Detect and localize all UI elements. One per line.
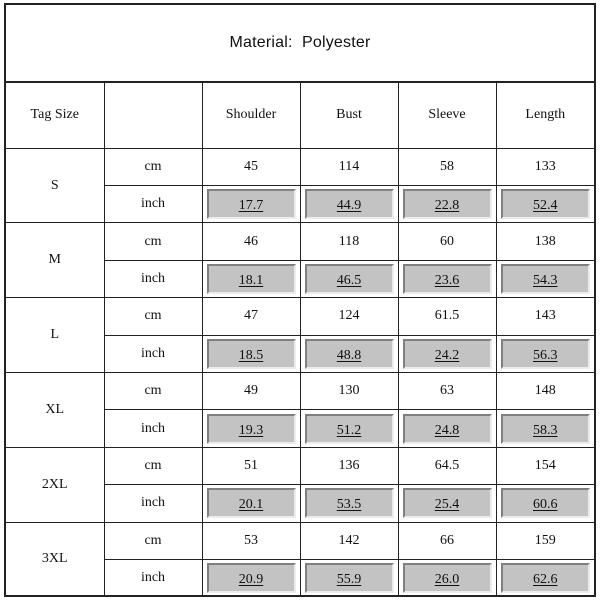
inch-value: 18.1 (238, 273, 264, 289)
header-unit (104, 83, 202, 148)
shaded-value-box (403, 189, 492, 219)
size-label: 3XL (6, 522, 104, 596)
shaded-value-box (207, 189, 296, 219)
table-row-cm (6, 447, 594, 484)
inch-value-cell (398, 260, 496, 297)
inch-value-cell (300, 410, 398, 447)
inch-value-cell (202, 410, 300, 447)
shaded-value-box (403, 339, 492, 369)
inch-value-cell (300, 559, 398, 596)
inch-value: 62.6 (533, 572, 558, 588)
unit-inch-label: inch (104, 559, 202, 596)
size-table (6, 83, 594, 597)
table-row-cm (6, 298, 594, 335)
shaded-value-box (501, 339, 591, 369)
unit-inch-label: inch (104, 485, 202, 522)
inch-value: 60.6 (533, 497, 558, 513)
inch-value: 54.3 (533, 273, 558, 289)
inch-value: 51.2 (336, 422, 362, 438)
cm-value-cell: 159 (496, 522, 594, 559)
inch-value-cell (496, 485, 594, 522)
inch-value-cell (202, 335, 300, 372)
inch-value-cell (398, 559, 496, 596)
inch-value-cell (496, 335, 594, 372)
shaded-value-box (207, 563, 296, 593)
inch-value-cell (202, 186, 300, 223)
inch-value-cell (398, 335, 496, 372)
cm-value-cell: 133 (496, 148, 594, 185)
inch-value: 19.3 (238, 422, 264, 438)
size-label: XL (6, 373, 104, 448)
inch-value: 22.8 (434, 198, 460, 214)
inch-value-cell (300, 485, 398, 522)
header-tag-size: Tag Size (6, 83, 104, 148)
unit-cm-label: cm (104, 447, 202, 484)
size-label: L (6, 298, 104, 373)
shaded-value-box (305, 414, 394, 444)
cm-value-cell: 45 (202, 148, 300, 185)
table-row-cm (6, 373, 594, 410)
shaded-value-box (403, 264, 492, 294)
inch-value-cell (496, 186, 594, 223)
inch-value: 52.4 (533, 198, 558, 214)
cm-value-cell: 51 (202, 447, 300, 484)
shaded-value-box (305, 488, 394, 518)
inch-value: 44.9 (336, 198, 362, 214)
shaded-value-box (305, 339, 394, 369)
cm-value-cell: 60 (398, 223, 496, 260)
shaded-value-box (501, 189, 591, 219)
cm-value-cell: 142 (300, 522, 398, 559)
cm-value-cell: 143 (496, 298, 594, 335)
inch-value: 18.5 (238, 347, 264, 363)
unit-cm-label: cm (104, 373, 202, 410)
inch-value-cell (496, 410, 594, 447)
size-label: 2XL (6, 447, 104, 522)
inch-value-cell (300, 260, 398, 297)
cm-value-cell: 61.5 (398, 298, 496, 335)
cm-value-cell: 58 (398, 148, 496, 185)
unit-inch-label: inch (104, 260, 202, 297)
shaded-value-box (501, 264, 591, 294)
size-chart (4, 3, 596, 597)
unit-cm-label: cm (104, 148, 202, 185)
material-title: Material: Polyester (6, 5, 594, 83)
inch-value: 20.9 (238, 572, 264, 588)
shaded-value-box (207, 414, 296, 444)
unit-inch-label: inch (104, 335, 202, 372)
cm-value-cell: 64.5 (398, 447, 496, 484)
cm-value-cell: 49 (202, 373, 300, 410)
inch-value: 56.3 (533, 347, 558, 363)
inch-value-cell (202, 260, 300, 297)
header-sleeve: Sleeve (398, 83, 496, 148)
inch-value: 55.9 (336, 572, 362, 588)
shaded-value-box (403, 414, 492, 444)
table-row-cm (6, 148, 594, 185)
cm-value-cell: 130 (300, 373, 398, 410)
unit-cm-label: cm (104, 298, 202, 335)
unit-inch-label: inch (104, 186, 202, 223)
inch-value: 26.0 (434, 572, 460, 588)
inch-value-cell (300, 186, 398, 223)
inch-value: 23.6 (434, 273, 460, 289)
cm-value-cell: 46 (202, 223, 300, 260)
cm-value-cell: 148 (496, 373, 594, 410)
unit-cm-label: cm (104, 223, 202, 260)
table-row-cm (6, 522, 594, 559)
inch-value-cell (300, 335, 398, 372)
cm-value-cell: 118 (300, 223, 398, 260)
cm-value-cell: 66 (398, 522, 496, 559)
inch-value: 53.5 (336, 497, 362, 513)
header-bust: Bust (300, 83, 398, 148)
inch-value: 24.8 (434, 422, 460, 438)
cm-value-cell: 53 (202, 522, 300, 559)
inch-value: 48.8 (336, 347, 362, 363)
shaded-value-box (403, 563, 492, 593)
unit-inch-label: inch (104, 410, 202, 447)
header-row (6, 83, 594, 148)
shaded-value-box (501, 488, 591, 518)
header-length: Length (496, 83, 594, 148)
cm-value-cell: 124 (300, 298, 398, 335)
inch-value-cell (202, 559, 300, 596)
shaded-value-box (305, 189, 394, 219)
shaded-value-box (207, 339, 296, 369)
inch-value-cell (398, 410, 496, 447)
size-label: S (6, 148, 104, 223)
cm-value-cell: 154 (496, 447, 594, 484)
inch-value: 24.2 (434, 347, 460, 363)
inch-value: 58.3 (533, 422, 558, 438)
shaded-value-box (501, 563, 591, 593)
inch-value: 17.7 (238, 198, 264, 214)
inch-value-cell (496, 260, 594, 297)
shaded-value-box (207, 264, 296, 294)
shaded-value-box (305, 264, 394, 294)
shaded-value-box (403, 488, 492, 518)
inch-value: 46.5 (336, 273, 362, 289)
cm-value-cell: 136 (300, 447, 398, 484)
shaded-value-box (207, 488, 296, 518)
inch-value-cell (496, 559, 594, 596)
cm-value-cell: 114 (300, 148, 398, 185)
inch-value-cell (398, 485, 496, 522)
shaded-value-box (305, 563, 394, 593)
cm-value-cell: 47 (202, 298, 300, 335)
inch-value: 25.4 (434, 497, 460, 513)
inch-value-cell (202, 485, 300, 522)
unit-cm-label: cm (104, 522, 202, 559)
cm-value-cell: 63 (398, 373, 496, 410)
size-label: M (6, 223, 104, 298)
table-row-cm (6, 223, 594, 260)
header-shoulder: Shoulder (202, 83, 300, 148)
inch-value: 20.1 (238, 497, 264, 513)
cm-value-cell: 138 (496, 223, 594, 260)
shaded-value-box (501, 414, 591, 444)
inch-value-cell (398, 186, 496, 223)
